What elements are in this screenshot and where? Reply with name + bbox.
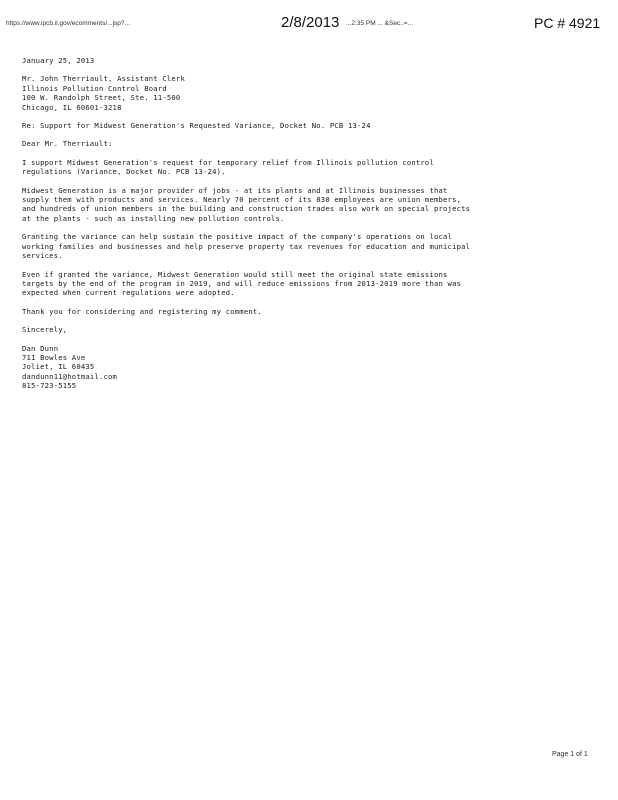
recipient-line: 100 W. Randolph Street, Ste. 11-500 [22, 93, 181, 103]
fax-timestamp-url: ...2:35 PM ... &Sec..=... [346, 20, 414, 27]
fax-header [6, 14, 612, 36]
paragraph: Even if granted the variance, Midwest Generation would still meet the original state emissions targets by the end of the program in 2019, and will reduce emissions from 2013-2019 more than was expected when current regulations were adopted. [22, 269, 462, 298]
letter-date: January 25, 2013 [22, 56, 95, 65]
signature-phone: 815-723-5155 [22, 381, 77, 391]
subject-line: Re: Support for Midwest Generation's Requested Variance, Docket No. PCB 13-24 [22, 121, 371, 131]
fax-date: 2/8/2013 [281, 14, 340, 31]
paragraph: I support Midwest Generation's request for temporary relief from Illinois pollution control regulations (Variance, Docket No. PCB 13-24). [22, 157, 434, 177]
pc-number: PC # 4921 [534, 15, 601, 31]
recipient-line: Mr. John Therriault, Assistant Clerk [22, 74, 185, 84]
signature-name: Dan Dunn [22, 343, 59, 353]
signature-street: 711 Bowles Ave [22, 352, 86, 362]
recipient-address [22, 74, 582, 112]
paragraph: Thank you for considering and registering my comment. [22, 306, 262, 316]
recipient-line: Chicago, IL 60601-3218 [22, 102, 122, 112]
fax-source-url: https://www.ipcb.il.gov/ecomments/...jsp?... [6, 20, 130, 27]
signature-email: dandunn11@hotmail.com [22, 371, 118, 381]
paragraph: Granting the variance can help sustain the positive impact of the company's operations on local working families and businesses and help preserve property tax revenues for education and municipal services. [22, 232, 471, 261]
letter-body [22, 56, 582, 400]
page-number: Page 1 of 1 [552, 751, 588, 758]
signature-block [22, 344, 582, 391]
salutation: Dear Mr. Therriault: [22, 139, 113, 149]
signature-city: Joliet, IL 60435 [22, 362, 95, 372]
recipient-line: Illinois Pollution Control Board [22, 83, 167, 93]
paragraph: Midwest Generation is a major provider of jobs - at its plants and at Illinois businesses that supply them with products and services. Nearly 70 percent of its 830 employees are union members, and hundreds of union members in the building and construction trades also work on special projects at the plants - such as installing new pollution controls. [22, 185, 471, 223]
closing: Sincerely, [22, 325, 68, 335]
